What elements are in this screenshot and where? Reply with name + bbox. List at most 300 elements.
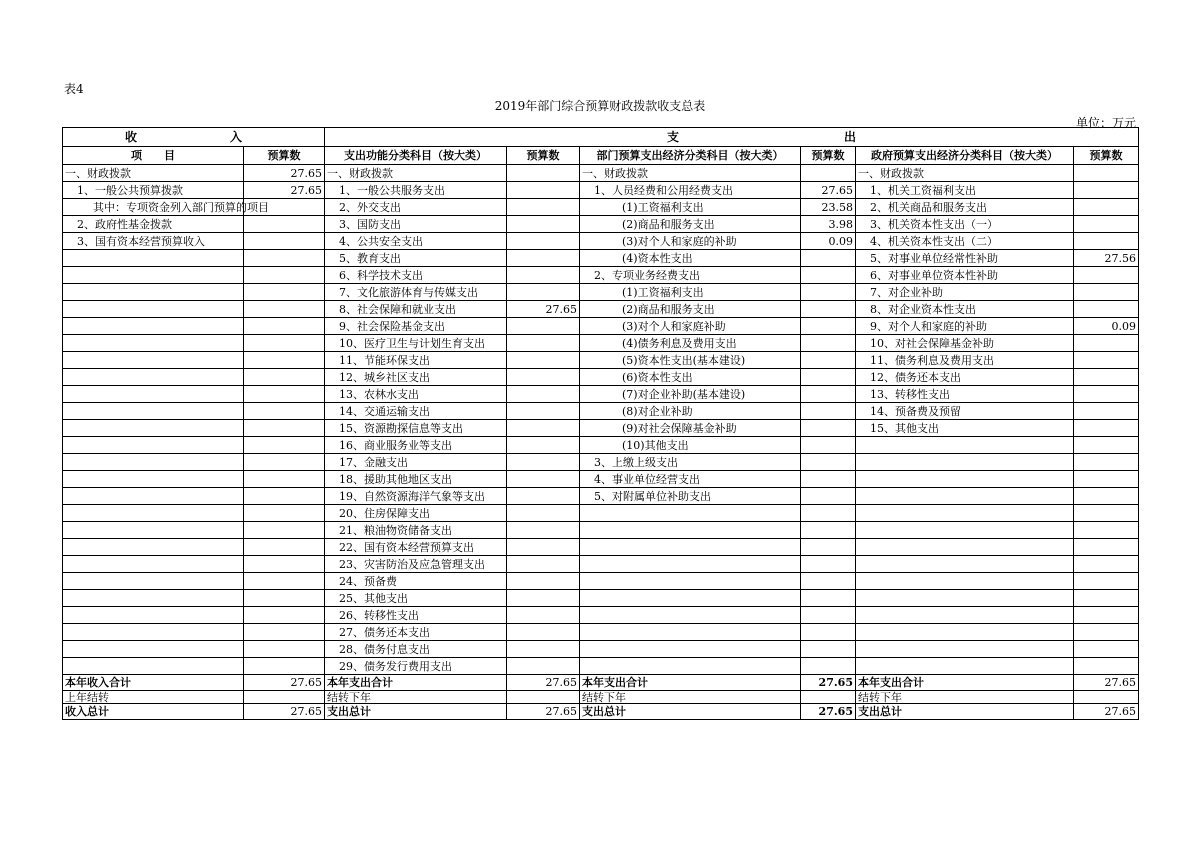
- year-income-value: 27.65: [244, 675, 325, 691]
- gov-item: 2、机关商品和服务支出: [856, 199, 1074, 216]
- dept-item: (1)工资福利支出: [580, 199, 801, 216]
- gov-value: [1074, 182, 1139, 199]
- income-item: [63, 488, 244, 505]
- table-row: [63, 301, 1139, 318]
- income-item: [63, 590, 244, 607]
- gov-value: [1074, 590, 1139, 607]
- income-value: [244, 284, 325, 301]
- table-row: [63, 641, 1139, 658]
- table-number-label: 表4: [64, 82, 84, 96]
- dept-value: [801, 335, 856, 352]
- income-item: [63, 386, 244, 403]
- gov-item: [856, 471, 1074, 488]
- table-row: [63, 165, 1139, 182]
- dept-value: [801, 539, 856, 556]
- total-income-label: 收入总计: [63, 704, 244, 720]
- func-value: [507, 454, 580, 471]
- dept-item: [580, 556, 801, 573]
- dept-item: 2、专项业务经费支出: [580, 267, 801, 284]
- total-expense-func-label: 支出总计: [325, 704, 507, 720]
- carry-in-label: 上年结转: [63, 691, 244, 704]
- gov-value: [1074, 454, 1139, 471]
- income-item: 其中：专项资金列入部门预算的项目: [63, 199, 244, 216]
- func-value: [507, 403, 580, 420]
- table-row: [63, 352, 1139, 369]
- table-row: [63, 454, 1139, 471]
- income-value: [244, 454, 325, 471]
- total-expense-gov-label: 支出总计: [856, 704, 1074, 720]
- income-item: [63, 318, 244, 335]
- income-value: [244, 573, 325, 590]
- gov-item: 15、其他支出: [856, 420, 1074, 437]
- func-value: [507, 369, 580, 386]
- dept-value: [801, 403, 856, 420]
- gov-value: [1074, 369, 1139, 386]
- func-item: 17、金融支出: [325, 454, 507, 471]
- func-item: 16、商业服务业等支出: [325, 437, 507, 454]
- income-value: [244, 641, 325, 658]
- gov-value: 27.56: [1074, 250, 1139, 267]
- income-item: [63, 471, 244, 488]
- gov-value: [1074, 403, 1139, 420]
- gov-value: [1074, 284, 1139, 301]
- dept-value: [801, 573, 856, 590]
- income-value: [244, 318, 325, 335]
- gov-value: 0.09: [1074, 318, 1139, 335]
- total-expense-dept-label: 支出总计: [580, 704, 801, 720]
- income-item: [63, 352, 244, 369]
- dept-value: [801, 658, 856, 675]
- dept-value: [801, 454, 856, 471]
- func-value: [507, 233, 580, 250]
- gov-value: [1074, 216, 1139, 233]
- func-item: 27、债务还本支出: [325, 624, 507, 641]
- dept-value: [801, 250, 856, 267]
- gov-value: [1074, 505, 1139, 522]
- dept-item: 1、人员经费和公用经费支出: [580, 182, 801, 199]
- table-row: [63, 471, 1139, 488]
- gov-value: [1074, 352, 1139, 369]
- table-row: [63, 539, 1139, 556]
- dept-item: 5、对附属单位补助支出: [580, 488, 801, 505]
- table-row: [63, 250, 1139, 267]
- gov-value: [1074, 607, 1139, 624]
- income-item: [63, 454, 244, 471]
- col-header-item: 项 目: [63, 147, 244, 165]
- table-row: [63, 573, 1139, 590]
- table-row: [63, 624, 1139, 641]
- func-value: [507, 624, 580, 641]
- gov-item: [856, 607, 1074, 624]
- func-item: 一、财政拨款: [325, 165, 507, 182]
- carry-out-dept-value: [801, 691, 856, 704]
- dept-item: [580, 590, 801, 607]
- func-value: [507, 386, 580, 403]
- table-row: [63, 216, 1139, 233]
- gov-value: [1074, 471, 1139, 488]
- unit-label: 单位：万元: [1075, 116, 1136, 130]
- income-value: [244, 607, 325, 624]
- func-item: 15、资源勘探信息等支出: [325, 420, 507, 437]
- dept-value: [801, 267, 856, 284]
- dept-item: (4)债务利息及费用支出: [580, 335, 801, 352]
- income-section-header: 收 入: [63, 128, 325, 147]
- year-expense-dept-value: 27.65: [801, 675, 856, 691]
- dept-value: [801, 386, 856, 403]
- income-item: [63, 250, 244, 267]
- func-item: 24、预备费: [325, 573, 507, 590]
- year-expense-gov-value: 27.65: [1074, 675, 1139, 691]
- dept-item: (7)对企业补助(基本建设): [580, 386, 801, 403]
- gov-value: [1074, 165, 1139, 182]
- dept-value: 23.58: [801, 199, 856, 216]
- col-header-budget: 预算数: [1074, 147, 1139, 165]
- table-row: [63, 199, 1139, 216]
- gov-item: [856, 658, 1074, 675]
- dept-item: (1)工资福利支出: [580, 284, 801, 301]
- func-item: 14、交通运输支出: [325, 403, 507, 420]
- gov-item: 13、转移性支出: [856, 386, 1074, 403]
- carry-out-dept-label: 结转下年: [580, 691, 801, 704]
- func-item: 13、农林水支出: [325, 386, 507, 403]
- func-value: [507, 539, 580, 556]
- income-item: [63, 607, 244, 624]
- func-value: [507, 556, 580, 573]
- gov-item: [856, 488, 1074, 505]
- dept-item: (9)对社会保障基金补助: [580, 420, 801, 437]
- carry-out-gov-label: 结转下年: [856, 691, 1074, 704]
- section-header-row: [63, 128, 1139, 147]
- func-value: [507, 471, 580, 488]
- gov-value: [1074, 420, 1139, 437]
- gov-item: 10、对社会保障基金补助: [856, 335, 1074, 352]
- dept-item: [580, 641, 801, 658]
- func-item: 3、国防支出: [325, 216, 507, 233]
- gov-value: [1074, 556, 1139, 573]
- income-item: 1、一般公共预算拨款: [63, 182, 244, 199]
- func-item: 18、援助其他地区支出: [325, 471, 507, 488]
- income-item: 一、财政拨款: [63, 165, 244, 182]
- func-value: [507, 505, 580, 522]
- col-header-budget: 预算数: [507, 147, 580, 165]
- document-title: 2019年部门综合预算财政拨款收支总表: [494, 99, 706, 113]
- gov-item: [856, 624, 1074, 641]
- income-item: [63, 658, 244, 675]
- carry-out-gov-value: [1074, 691, 1139, 704]
- func-value: [507, 318, 580, 335]
- income-value: [244, 386, 325, 403]
- func-value: [507, 352, 580, 369]
- income-item: [63, 573, 244, 590]
- gov-item: [856, 641, 1074, 658]
- income-item: [63, 284, 244, 301]
- year-total-row: [63, 675, 1139, 691]
- gov-item: 7、对企业补助: [856, 284, 1074, 301]
- func-value: [507, 267, 580, 284]
- dept-value: 27.65: [801, 182, 856, 199]
- dept-value: [801, 590, 856, 607]
- income-value: [244, 556, 325, 573]
- func-value: [507, 522, 580, 539]
- func-item: 29、债务发行费用支出: [325, 658, 507, 675]
- func-item: 26、转移性支出: [325, 607, 507, 624]
- gov-item: [856, 454, 1074, 471]
- carry-out-func-label: 结转下年: [325, 691, 507, 704]
- income-value: [244, 369, 325, 386]
- income-item: [63, 437, 244, 454]
- func-value: [507, 607, 580, 624]
- gov-value: [1074, 573, 1139, 590]
- gov-item: 11、债务利息及费用支出: [856, 352, 1074, 369]
- income-value: [244, 522, 325, 539]
- gov-value: [1074, 233, 1139, 250]
- dept-item: (2)商品和服务支出: [580, 301, 801, 318]
- gov-value: [1074, 267, 1139, 284]
- gov-item: 12、债务还本支出: [856, 369, 1074, 386]
- table-row: [63, 403, 1139, 420]
- func-item: 8、社会保障和就业支出: [325, 301, 507, 318]
- gov-item: 14、预备费及预留: [856, 403, 1074, 420]
- gov-value: [1074, 437, 1139, 454]
- gov-value: [1074, 624, 1139, 641]
- gov-value: [1074, 539, 1139, 556]
- gov-item: 6、对事业单位资本性补助: [856, 267, 1074, 284]
- table-row: [63, 335, 1139, 352]
- func-value: [507, 182, 580, 199]
- func-value: [507, 437, 580, 454]
- dept-item: [580, 505, 801, 522]
- dept-item: [580, 607, 801, 624]
- income-item: [63, 556, 244, 573]
- dept-item: (5)资本性支出(基本建设): [580, 352, 801, 369]
- income-item: [63, 505, 244, 522]
- func-value: [507, 658, 580, 675]
- gov-item: 4、机关资本性支出（二）: [856, 233, 1074, 250]
- carry-out-func-value: [507, 691, 580, 704]
- dept-item: [580, 658, 801, 675]
- dept-value: [801, 301, 856, 318]
- func-value: [507, 488, 580, 505]
- dept-value: [801, 352, 856, 369]
- func-value: [507, 165, 580, 182]
- dept-value: [801, 318, 856, 335]
- dept-item: (6)资本性支出: [580, 369, 801, 386]
- func-value: [507, 641, 580, 658]
- table-row: [63, 267, 1139, 284]
- dept-value: [801, 488, 856, 505]
- func-item: 21、粮油物资储备支出: [325, 522, 507, 539]
- income-item: 3、国有资本经营预算收入: [63, 233, 244, 250]
- gov-item: 5、对事业单位经常性补助: [856, 250, 1074, 267]
- gov-value: [1074, 522, 1139, 539]
- grand-total-row: [63, 704, 1139, 720]
- carry-over-row: [63, 691, 1139, 704]
- year-income-label: 本年收入合计: [63, 675, 244, 691]
- income-value: [244, 590, 325, 607]
- table-row: [63, 369, 1139, 386]
- income-item: [63, 335, 244, 352]
- table-row: [63, 522, 1139, 539]
- table-row: [63, 505, 1139, 522]
- gov-value: [1074, 658, 1139, 675]
- dept-value: [801, 420, 856, 437]
- dept-value: [801, 165, 856, 182]
- gov-item: [856, 590, 1074, 607]
- table-row: [63, 658, 1139, 675]
- year-expense-gov-label: 本年支出合计: [856, 675, 1074, 691]
- income-value: [244, 250, 325, 267]
- func-value: [507, 199, 580, 216]
- income-value: [244, 352, 325, 369]
- func-value: [507, 590, 580, 607]
- gov-item: 3、机关资本性支出（一）: [856, 216, 1074, 233]
- gov-item: [856, 539, 1074, 556]
- func-item: 10、医疗卫生与计划生育支出: [325, 335, 507, 352]
- dept-item: (8)对企业补助: [580, 403, 801, 420]
- income-item: [63, 522, 244, 539]
- income-value: [244, 403, 325, 420]
- func-item: 12、城乡社区支出: [325, 369, 507, 386]
- table-row: [63, 233, 1139, 250]
- dept-item: (2)商品和服务支出: [580, 216, 801, 233]
- func-item: 2、外交支出: [325, 199, 507, 216]
- dept-item: 3、上缴上级支出: [580, 454, 801, 471]
- gov-value: [1074, 335, 1139, 352]
- dept-value: [801, 369, 856, 386]
- func-value: [507, 216, 580, 233]
- func-value: [507, 284, 580, 301]
- dept-item: 4、事业单位经营支出: [580, 471, 801, 488]
- dept-value: [801, 505, 856, 522]
- dept-value: 3.98: [801, 216, 856, 233]
- func-value: [507, 250, 580, 267]
- year-expense-func-label: 本年支出合计: [325, 675, 507, 691]
- income-item: [63, 267, 244, 284]
- col-header-gov: 政府预算支出经济分类科目（按大类）: [856, 147, 1074, 165]
- dept-item: 一、财政拨款: [580, 165, 801, 182]
- income-value: [244, 437, 325, 454]
- table-row: [63, 488, 1139, 505]
- dept-value: [801, 556, 856, 573]
- income-item: 2、政府性基金拨款: [63, 216, 244, 233]
- table-row: [63, 590, 1139, 607]
- col-header-func: 支出功能分类科目（按大类）: [325, 147, 507, 165]
- dept-item: [580, 624, 801, 641]
- income-item: [63, 301, 244, 318]
- table-row: [63, 607, 1139, 624]
- gov-item: 9、对个人和家庭的补助: [856, 318, 1074, 335]
- table-row: [63, 556, 1139, 573]
- year-expense-func-value: 27.65: [507, 675, 580, 691]
- total-income-value: 27.65: [244, 704, 325, 720]
- income-item: [63, 420, 244, 437]
- func-item: 1、一般公共服务支出: [325, 182, 507, 199]
- func-item: 23、灾害防治及应急管理支出: [325, 556, 507, 573]
- func-item: 11、节能环保支出: [325, 352, 507, 369]
- table-row: [63, 182, 1139, 199]
- gov-value: [1074, 641, 1139, 658]
- carry-in-value: [244, 691, 325, 704]
- func-item: 22、国有资本经营预算支出: [325, 539, 507, 556]
- dept-item: (10)其他支出: [580, 437, 801, 454]
- income-value: [244, 216, 325, 233]
- income-item: [63, 641, 244, 658]
- total-expense-dept-value: 27.65: [801, 704, 856, 720]
- gov-value: [1074, 199, 1139, 216]
- col-header-dept: 部门预算支出经济分类科目（按大类）: [580, 147, 801, 165]
- func-item: 7、文化旅游体育与传媒支出: [325, 284, 507, 301]
- dept-value: [801, 437, 856, 454]
- column-header-row: [63, 147, 1139, 165]
- func-value: 27.65: [507, 301, 580, 318]
- income-value: [244, 420, 325, 437]
- gov-item: 8、对企业资本性支出: [856, 301, 1074, 318]
- income-value: [244, 539, 325, 556]
- dept-value: [801, 641, 856, 658]
- gov-item: [856, 505, 1074, 522]
- func-item: 20、住房保障支出: [325, 505, 507, 522]
- func-item: 5、教育支出: [325, 250, 507, 267]
- income-value: 27.65: [244, 182, 325, 199]
- func-value: [507, 573, 580, 590]
- table-row: [63, 437, 1139, 454]
- table-row: [63, 386, 1139, 403]
- dept-item: [580, 573, 801, 590]
- income-value: [244, 624, 325, 641]
- income-value: [244, 505, 325, 522]
- year-expense-dept-label: 本年支出合计: [580, 675, 801, 691]
- gov-item: [856, 437, 1074, 454]
- dept-item: [580, 539, 801, 556]
- gov-item: [856, 573, 1074, 590]
- dept-value: [801, 284, 856, 301]
- table-row: [63, 284, 1139, 301]
- func-value: [507, 420, 580, 437]
- gov-item: [856, 556, 1074, 573]
- func-item: 28、债务付息支出: [325, 641, 507, 658]
- dept-value: [801, 471, 856, 488]
- dept-value: [801, 624, 856, 641]
- income-value: [244, 488, 325, 505]
- gov-value: [1074, 488, 1139, 505]
- dept-item: (4)资本性支出: [580, 250, 801, 267]
- table-row: [63, 318, 1139, 335]
- col-header-budget: 预算数: [244, 147, 325, 165]
- income-value: [244, 267, 325, 284]
- func-item: 19、自然资源海洋气象等支出: [325, 488, 507, 505]
- dept-value: [801, 607, 856, 624]
- income-item: [63, 369, 244, 386]
- dept-item: (3)对个人和家庭的补助: [580, 233, 801, 250]
- col-header-budget: 预算数: [801, 147, 856, 165]
- func-item: 6、科学技术支出: [325, 267, 507, 284]
- table-row: [63, 420, 1139, 437]
- expense-section-header: 支 出: [325, 128, 1139, 147]
- income-item: [63, 403, 244, 420]
- income-value: [244, 233, 325, 250]
- gov-value: [1074, 386, 1139, 403]
- gov-value: [1074, 301, 1139, 318]
- income-value: [244, 658, 325, 675]
- budget-summary-table: [62, 127, 1139, 720]
- income-item: [63, 624, 244, 641]
- dept-item: [580, 522, 801, 539]
- income-value: [244, 471, 325, 488]
- gov-item: [856, 522, 1074, 539]
- dept-value: 0.09: [801, 233, 856, 250]
- func-item: 4、公共安全支出: [325, 233, 507, 250]
- total-expense-func-value: 27.65: [507, 704, 580, 720]
